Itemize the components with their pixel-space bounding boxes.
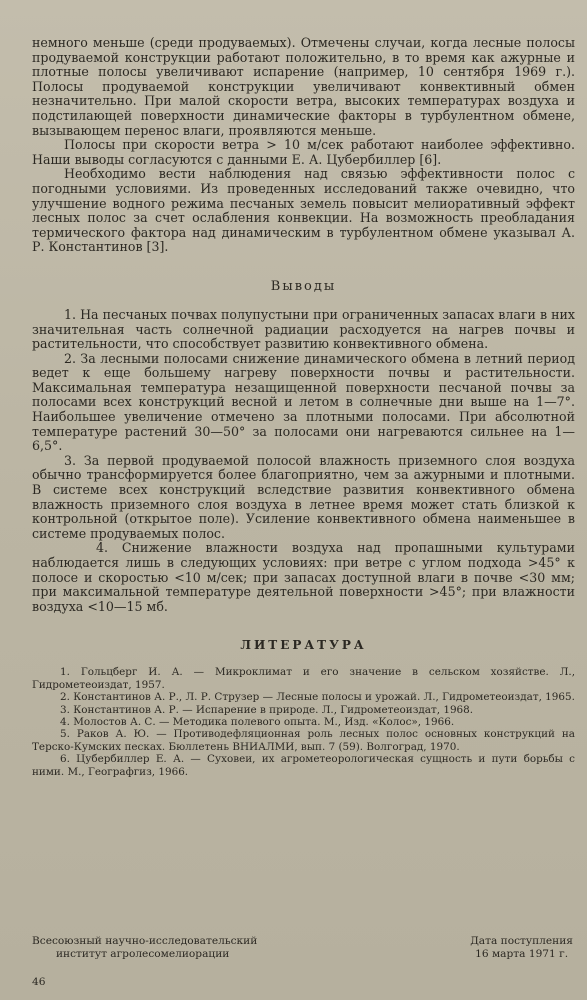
reference-item: 1. Гольцберг И. А. — Микроклимат и его значение в сельском хозяйстве. Л., Гидрометеоиздат, 1957.: [32, 666, 575, 691]
reference-item: 4. Молостов А. С. — Методика полевого опыта. М., Изд. «Колос», 1966.: [60, 716, 455, 728]
body-paragraph-2: Полосы при скорости ветра > 10 м/сек работают наиболее эффективно. Наши выводы согласуются с данными Е. А. Цубербиллер [6].: [32, 137, 575, 167]
reference-item: 3. Константинов А. Р. — Испарение в природе. Л., Гидрометеоиздат, 1968.: [60, 703, 474, 716]
conclusion-1: 1. На песчаных почвах полупустыни при ограниченных запасах влаги в них значительная часть солнечной радиации расходуется на нагрев почвы и растительности, что способствует развитию конвективного обмена.: [32, 306, 575, 352]
institute-line-2: институт агролесомелиорации: [56, 947, 230, 960]
reference-item: 5. Раков А. Ю. — Противодефляционная роль лесных полос основных конструкций на Терско-Кумских песках. Бюллетень ВНИАЛМИ, вып. 7 (59). Волгоград, 1970.: [32, 728, 575, 753]
institute-line-1: Всесоюзный научно-исследовательский: [32, 935, 258, 947]
received-date: [470, 935, 573, 960]
reference-item: 6. Цубербиллер Е. А. — Суховеи, их агрометеорологическая сущность и пути борьбы с ними. М., Географгиз, 1966.: [32, 753, 575, 778]
received-date-label: Дата поступления: [470, 935, 573, 947]
reference-list: [32, 666, 575, 778]
body-paragraph-3: Необходимо вести наблюдения над связью эффективности полос с погодными условиями. Из проведенных исследований также очевидно, что улучшение водного режима песчаных земель повысит мелиоративный эффект лесных полос за счет ослабления конвекции. На возможность преобладания термического фактора над динамическим в турбулентном обмене указывал А. Р. Константинов [3].: [32, 166, 575, 255]
reference-item: 2. Константинов А. Р., Л. Р. Струзер — Лесные полосы и урожай. Л., Гидрометеоиздат, 1965.: [60, 691, 575, 704]
conclusion-3: 3. За первой продуваемой полосой влажность приземного слоя воздуха обычно трансформируется более благоприятно, чем за ажурными и плотными. В системе всех конструкций вследствие развития конвективного обмена влажность приземного слоя воздуха в летнее время может стать близкой к контрольной (открытое поле). Усиление конвективного обмена наименьшее в системе продуваемых полос.: [32, 452, 575, 541]
conclusion-2: 2. За лесными полосами снижение динамического обмена в летний период ведет к еще большему нагреву поверхности почвы и растительности. Максимальная температура незащищенной поверхности песчаной почвы за полосами всех конструкций весной и летом в солнечные дни выше на 1—7°. Наибольшее увеличение отмечено за плотными полосами. При абсолютной температуре растений 30—50° за полосами они нагреваются сильнее на 1—6,5°.: [32, 350, 575, 454]
literature-heading: ЛИТЕРАТУРА: [240, 638, 367, 653]
body-paragraph-1: немного меньше (среди продуваемых). Отмечены случаи, когда лесные полосы продуваемой конструкции работают положительно, в то время как ажурные и плотные полосы увеличивают испарение (например, 10 сентября 1969 г.). Полосы продуваемой конструкции увеличивают конвективный обмен незначительно. При малой скорости ветра, высоких температурах воздуха и подстилающей поверхности динамические факторы в турбулентном обмене, вызывающем перенос влаги, проявляются меньше.: [32, 35, 575, 138]
conclusions-heading: Выводы: [270, 278, 337, 294]
institute-affiliation: [32, 935, 257, 960]
received-date-value: 16 марта 1971 г.: [475, 947, 569, 960]
page-number: 46: [32, 976, 46, 988]
conclusion-4: 4. Снижение влажности воздуха над пропашными культурами наблюдается лишь в следующих условиях: при ветре с углом подхода >45° к полосе и скоростью <10 м/сек; при запасах доступной влаги в почве <30 мм; при максимальной температуре деятельной поверхности >45°; при влажности воздуха <10—15 мб.: [32, 540, 575, 614]
page-footer: [32, 935, 573, 960]
